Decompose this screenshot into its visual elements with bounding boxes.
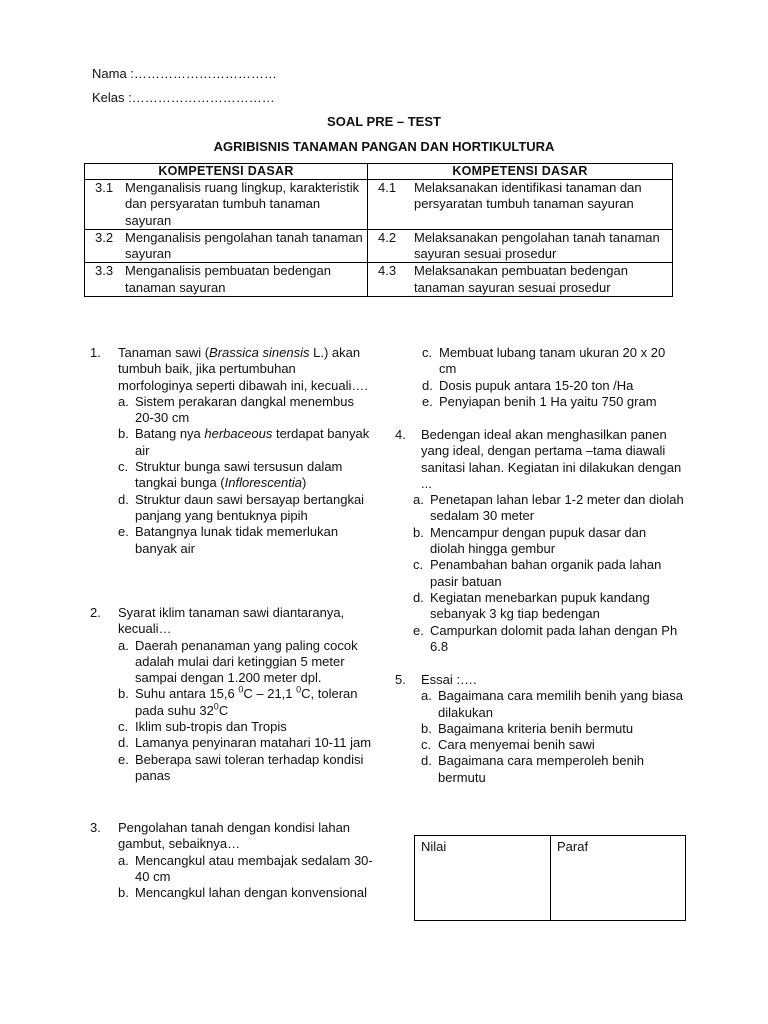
question-1 bbox=[90, 345, 373, 557]
answer-option: d. Struktur daun sawi bersayap bertangkai panjang yang bentuknya pipih bbox=[118, 491, 365, 523]
answer-option: b. Bagaimana kriteria benih bermutu bbox=[421, 720, 634, 736]
signature-cell: Paraf bbox=[557, 839, 589, 854]
class-field-label: Kelas :…………………………… bbox=[92, 90, 275, 105]
answer-option: e. Penyiapan benih 1 Ha yaitu 750 gram bbox=[422, 393, 657, 409]
answer-option: c. Iklim sub-tropis dan Tropis bbox=[118, 719, 287, 735]
name-field-label: Nama :…………………………… bbox=[92, 66, 277, 81]
answer-option: d. Bagaimana cara memperoleh benih bermutu bbox=[421, 753, 644, 785]
question-text: Pengolahan tanah dengan kondisi lahan gambut, sebaiknya… bbox=[118, 820, 351, 852]
competency-number: 3.2 bbox=[95, 229, 114, 245]
table-row bbox=[85, 263, 673, 297]
competency-number: 3.3 bbox=[95, 263, 114, 279]
answer-option: b. Mencampur dengan pupuk dasar dan diolah hingga gembur bbox=[413, 524, 647, 557]
competency-number: 3.1 bbox=[95, 180, 114, 195]
page-title: SOAL PRE – TEST bbox=[327, 114, 441, 129]
answer-option: d. Dosis pupuk antara 15-20 ton /Ha bbox=[422, 377, 634, 393]
question-number: 5. bbox=[395, 672, 406, 687]
competency-text: Menganalisis ruang lingkup, karakteristik dan persyaratan tumbuh tanaman sayuran bbox=[125, 180, 360, 228]
table-row bbox=[85, 229, 673, 263]
answer-option: c. Cara menyemai benih sawi bbox=[421, 737, 595, 753]
question-number: 1. bbox=[90, 345, 101, 360]
answer-option: d. Lamanya penyinaran matahari 10-11 jam bbox=[118, 735, 372, 751]
competency-number: 4.1 bbox=[378, 180, 397, 195]
answer-option: b. Suhu antara 15,6 $^0$C – 21,1 $^0$C, toleran pada suhu $32^0C$ bbox=[118, 685, 358, 718]
question-text: Tanaman sawi (Brassica sinensis L.) akan tumbuh baik, jika pertumbuhan morfologinya seperti dibawah ini, kecuali…. bbox=[118, 345, 369, 393]
question-3-continued bbox=[422, 345, 684, 410]
question-text: Syarat iklim tanaman sawi diantaranya, kecuali… bbox=[118, 605, 345, 637]
answer-option: a. Mencangkul atau membajak sedalam 30-40 cm bbox=[118, 852, 373, 884]
answer-option: a. Penetapan lahan lebar 1-2 meter dan diolah sedalam 30 meter bbox=[413, 492, 684, 524]
question-number: 2. bbox=[90, 605, 101, 620]
competency-text: Menganalisis pembuatan bedengan tanaman sayuran bbox=[125, 263, 331, 295]
question-number: 3. bbox=[90, 820, 101, 835]
score-cell: Nilai bbox=[415, 836, 551, 920]
answer-option: a. Sistem perakaran dangkal menembus 20-30 cm bbox=[118, 393, 354, 426]
competency-number: 4.3 bbox=[378, 263, 397, 279]
table-row bbox=[85, 180, 673, 230]
answer-option: a. Daerah penanaman yang paling cocok adalah mulai dari ketinggian 5 meter sampai dengan 1.200 meter dpl. bbox=[118, 637, 358, 686]
question-5 bbox=[395, 672, 684, 786]
table-header-row bbox=[85, 164, 673, 180]
answer-option: a. Bagaimana cara memilih benih yang biasa dilakukan bbox=[421, 688, 683, 720]
score-box bbox=[414, 835, 686, 921]
answer-option: b. Batang nya herbaceous terdapat banyak air bbox=[118, 426, 370, 458]
question-number: 4. bbox=[395, 427, 406, 442]
question-text: Essai :…. bbox=[421, 672, 477, 687]
question-2 bbox=[90, 605, 373, 784]
answer-option: c. Penambahan bahan organik pada lahan pasir batuan bbox=[413, 557, 662, 589]
answer-option: e. Campurkan dolomit pada lahan dengan Ph 6.8 bbox=[413, 622, 678, 654]
column-header: KOMPETENSI DASAR bbox=[85, 164, 368, 180]
question-4 bbox=[395, 427, 684, 655]
answer-option: b. Mencangkul lahan dengan konvensional bbox=[118, 885, 368, 901]
answer-option: e. Beberapa sawi toleran terhadap kondisi panas bbox=[118, 751, 364, 783]
question-3 bbox=[90, 820, 373, 901]
column-header: KOMPETENSI DASAR bbox=[368, 164, 673, 180]
answer-option: c. Membuat lubang tanam ukuran 20 x 20 cm bbox=[422, 345, 666, 377]
competency-text: Melaksanakan identifikasi tanaman dan persyaratan tumbuh tanaman sayuran bbox=[414, 180, 642, 212]
answer-option: c. Struktur bunga sawi tersusun dalam tangkai bunga (Inflorescentia) bbox=[118, 459, 343, 491]
competency-text: Menganalisis pengolahan tanah tanaman sayuran bbox=[125, 229, 363, 262]
answer-option: e. Batangnya lunak tidak memerlukan banyak air bbox=[118, 524, 339, 556]
competency-number: 4.2 bbox=[378, 229, 397, 245]
page-subtitle: AGRIBISNIS TANAMAN PANGAN DAN HORTIKULTURA bbox=[213, 139, 555, 154]
competency-table bbox=[84, 163, 673, 297]
competency-text: Melaksanakan pengolahan tanah tanaman sayuran sesuai prosedur bbox=[414, 229, 660, 262]
answer-option: d. Kegiatan menebarkan pupuk kandang sebanyak 3 kg tiap bedengan bbox=[413, 589, 650, 622]
question-text: Bedengan ideal akan menghasilkan panen yang ideal, dengan pertama –tama diawali sanitasi lahan. Kegiatan ini dilakukan dengan ... bbox=[421, 427, 682, 491]
competency-text: Melaksanakan pembuatan bedengan tanaman sayuran sesuai prosedur bbox=[414, 263, 628, 295]
